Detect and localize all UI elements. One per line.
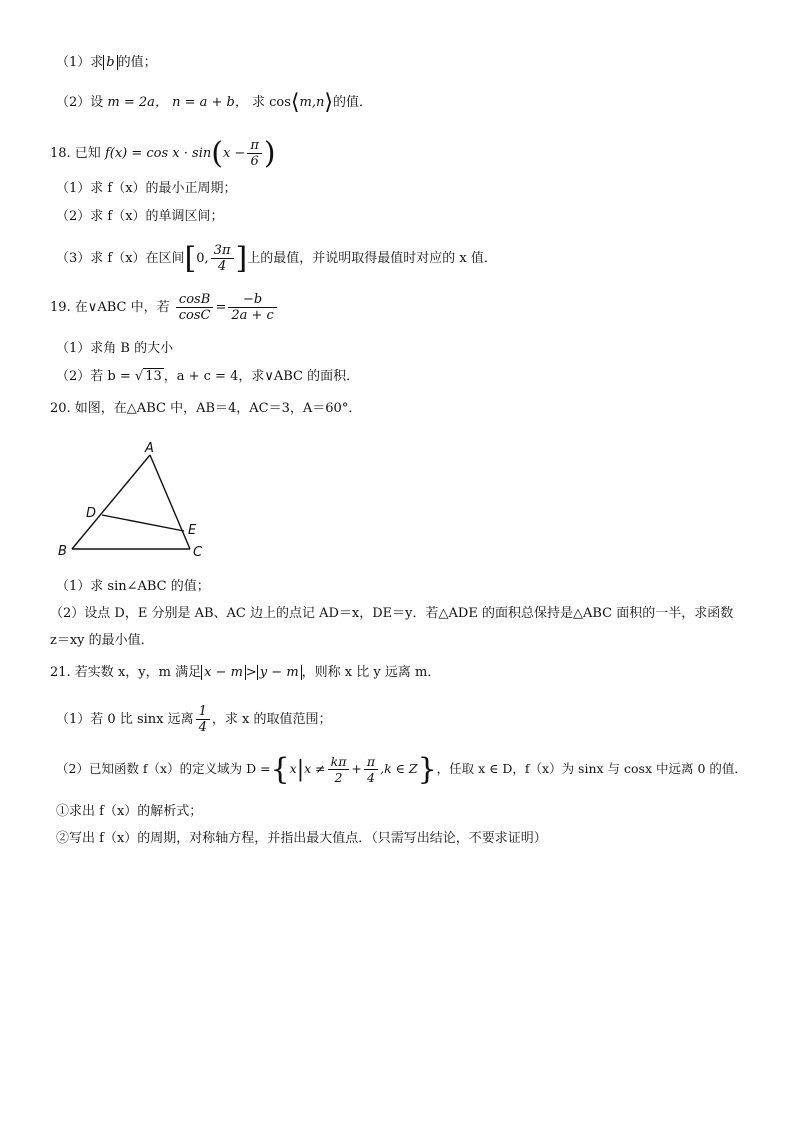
q19-eq: = <box>215 300 227 315</box>
q18-pi-den: 6 <box>250 154 259 169</box>
q21-set-bar: | <box>296 756 305 782</box>
q19-frac1 <box>176 292 214 323</box>
q21-abs1: x − m <box>201 665 246 680</box>
q21-p2-plus: + <box>351 761 362 776</box>
edge-ab <box>72 455 150 549</box>
q19-frac1-num: cosB <box>176 292 214 308</box>
q18-p3-left: 0, <box>196 251 209 266</box>
q17-p2-langle: ⟨ <box>290 90 300 115</box>
q21-part2 <box>56 751 747 787</box>
q17-p2-suffix: 的值． <box>332 95 372 110</box>
q18-lbracket: [ <box>184 240 197 276</box>
q21-gt: > <box>245 665 257 680</box>
q19-p2-sqrt: 13 <box>145 369 162 384</box>
q21-p1-frac <box>196 704 210 735</box>
q19-frac1-den: cosC <box>178 308 211 323</box>
q17-p2-vars: m,n <box>299 95 325 110</box>
q18-part3 <box>56 240 497 276</box>
q18-rbracket: ] <box>235 240 248 276</box>
q19-frac2-num: −b <box>228 292 276 308</box>
q21-p2-k: ,k ∈ Z <box>380 761 418 776</box>
q18-part1: （1）求 f（x）的最小正周期； <box>56 181 237 196</box>
q18-p3-suffix: 上的最值，并说明取得最值时对应的 x 值． <box>247 251 497 266</box>
q17-part2 <box>56 90 372 115</box>
q18-part2: （2）求 f（x）的单调区间； <box>56 209 224 224</box>
q21-p2-frac2-den: 4 <box>367 770 375 785</box>
q18-pi-frac <box>247 138 262 169</box>
q20-part1: （1）求 sin∠ABC 的值； <box>56 579 210 594</box>
q18-rparen: ) <box>263 135 276 171</box>
label-c: C <box>193 545 203 560</box>
q21-p2-frac <box>328 754 350 785</box>
q21-p2-prefix: （2）已知函数 f（x）的定义域为 D = <box>56 761 271 776</box>
label-d: D <box>86 506 97 521</box>
q19-part1: （1）求角 B 的大小 <box>56 341 174 356</box>
q21-p2-frac-num: kπ <box>328 754 350 770</box>
q21-part1 <box>56 704 332 735</box>
q21-sub2: ②写出 f（x）的周期，对称轴方程，并指出最大值点．（只需写出结论，不要求证明） <box>56 831 547 846</box>
q19-p2-prefix: （2）若 b = <box>56 369 131 384</box>
segment-de <box>102 515 184 531</box>
q17-p2-n-def: n = a + b， <box>172 95 248 110</box>
q21-stem-prefix: 21. 若实数 x，y，m 满足 <box>50 665 202 680</box>
q17-p2-m-def: m = 2a， <box>107 95 168 110</box>
q21-p2-frac2-num: π <box>364 754 378 770</box>
q21-p2-set-cond: x ≠ <box>304 761 326 776</box>
q21-abs2: y − m <box>257 665 302 680</box>
q21-rbrace: } <box>417 751 437 787</box>
q20-triangle-figure <box>50 435 220 565</box>
q17-p2-prefix: （2）设 <box>56 95 104 110</box>
q21-p2-suffix: ，任取 x ∈ D，f（x）为 sinx 与 cosx 中远离 0 的值． <box>436 761 747 776</box>
q17-p2-cos: cos <box>269 95 291 110</box>
q21-sub1: ①求出 f（x）的解析式； <box>56 804 203 819</box>
q18-p3-frac <box>211 243 234 274</box>
q21-p1-frac-num: 1 <box>196 704 210 720</box>
q21-lbrace: { <box>270 751 290 787</box>
q19-stem-prefix: 19. 在∨ABC 中，若 <box>50 300 170 315</box>
q18-stem <box>50 135 276 171</box>
q18-lparen: ( <box>211 135 223 171</box>
q21-stem <box>50 664 440 682</box>
q18-p3-frac-num: 3π <box>211 243 234 259</box>
label-a: A <box>145 441 154 456</box>
q18-stem-x: x − <box>222 146 246 161</box>
q21-p1-prefix: （1）若 0 比 sinx 远离 <box>56 712 194 727</box>
q17-p1-abs-b: b <box>103 55 117 70</box>
q17-part1 <box>56 54 157 72</box>
q19-stem <box>50 292 279 323</box>
label-b: B <box>58 544 67 559</box>
q18-p3-frac-den: 4 <box>217 259 227 274</box>
q20-part2-line1: （2）设点 D，E 分别是 AB、AC 边上的点记 AD＝x，DE＝y．若△ADE 的面积总保持是△ABC 面积的一半，求函数 <box>50 606 734 621</box>
q18-pi-num: π <box>247 138 262 154</box>
edge-ac <box>150 455 190 549</box>
q18-stem-prefix: 18. 已知 <box>50 146 101 161</box>
q17-p1-prefix: （1）求 <box>56 55 104 70</box>
q19-frac2-den: 2a + c <box>231 308 274 323</box>
q21-p1-suffix: ，求 x 的取值范围； <box>211 712 332 727</box>
q21-p2-frac-den: 2 <box>334 770 343 785</box>
q19-frac2 <box>228 292 276 323</box>
q19-part2: （2）若 b = √ 13 ，a + c = 4，求∨ABC 的面积． <box>56 369 360 384</box>
q21-stem-suffix: ，则称 x 比 y 远离 m． <box>301 665 441 680</box>
q17-p2-rangle: ⟩ <box>324 90 333 115</box>
q18-p3-prefix: （3）求 f（x）在区间 <box>56 251 185 266</box>
label-e: E <box>188 523 197 538</box>
q20-stem: 20. 如图，在△ABC 中，AB＝4，AC＝3，A＝60°． <box>50 401 362 416</box>
q17-p2-ask: 求 <box>251 95 265 110</box>
q20-part2-line2: z＝xy 的最小值． <box>50 633 154 648</box>
q18-stem-func: f(x) = cos x · sin <box>104 146 212 161</box>
q21-p2-set-x: x <box>289 761 297 776</box>
q19-p2-suffix: ，a + c = 4，求∨ABC 的面积． <box>163 369 360 384</box>
q21-p1-frac-den: 4 <box>198 720 207 735</box>
q17-p1-suffix: 的值； <box>117 55 157 70</box>
q21-p2-frac2 <box>364 754 378 785</box>
